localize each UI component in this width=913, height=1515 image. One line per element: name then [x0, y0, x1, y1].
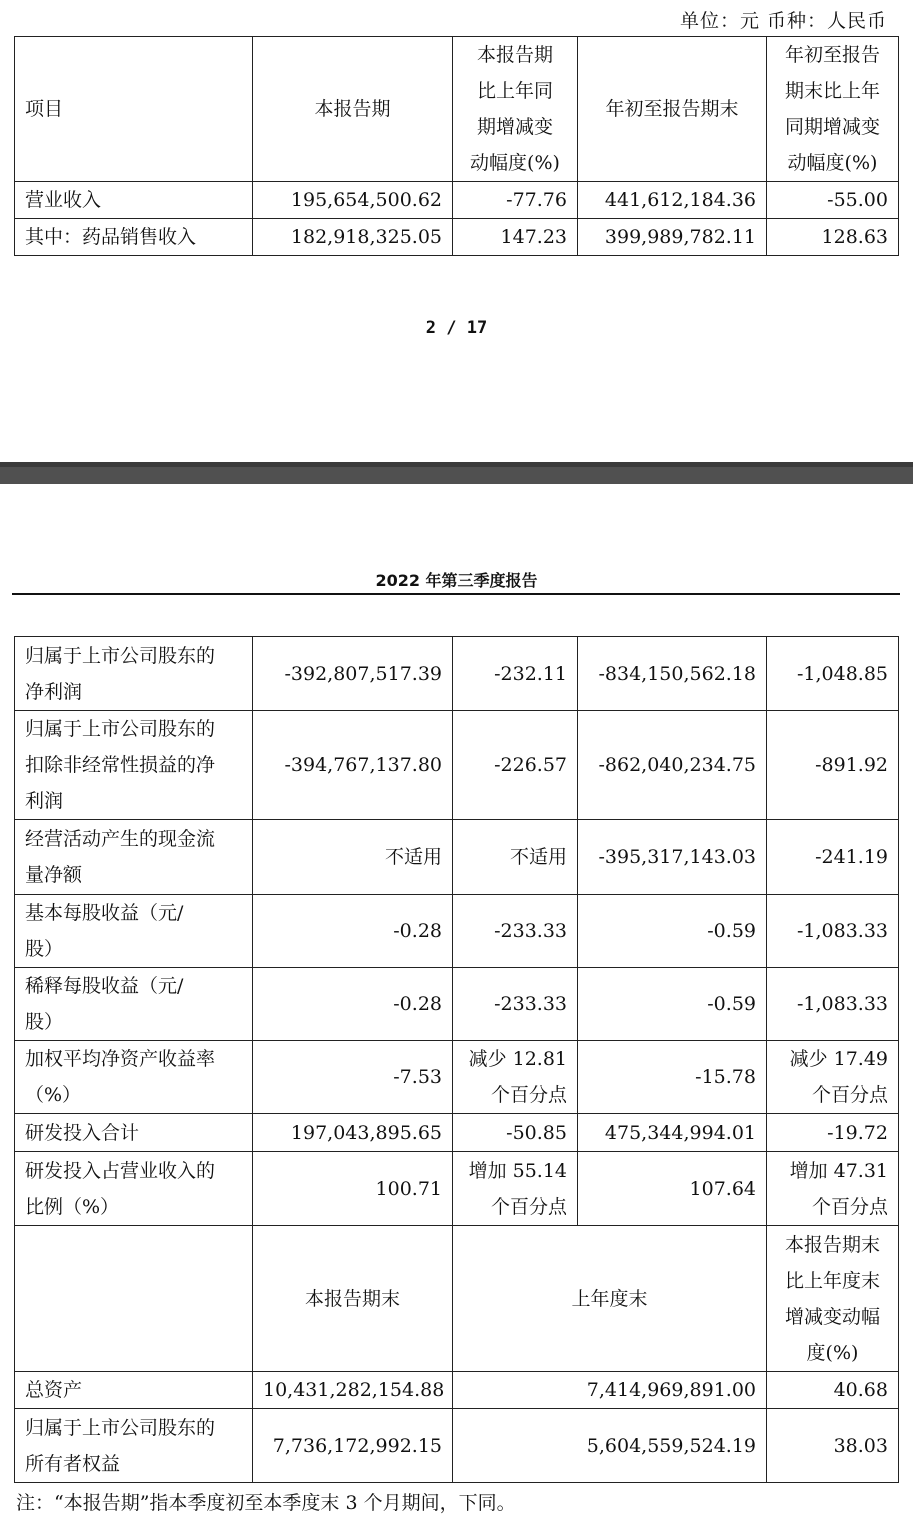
row-ytd-change: -55.00 — [767, 182, 899, 219]
row-period-end: 10,431,282,154.88 — [253, 1372, 453, 1409]
row-current: -0.28 — [253, 895, 453, 968]
row-label: 其中：药品销售收入 — [15, 219, 253, 256]
row-ytd-change — [767, 1152, 899, 1226]
revenue-table-header — [15, 37, 899, 182]
bs-header-blank — [15, 1226, 253, 1372]
row-current: -392,807,517.39 — [253, 637, 453, 711]
cell-line: 度(%) — [806, 1341, 859, 1364]
cell-line: -50.85 — [506, 1121, 567, 1144]
row-label — [15, 1152, 253, 1226]
row-current: -0.28 — [253, 968, 453, 1041]
row-label — [15, 1041, 253, 1114]
row-current-change — [453, 968, 578, 1041]
row-current-change — [453, 1152, 578, 1226]
cell-line: 动幅度(%) — [470, 152, 560, 174]
row-current-change — [453, 637, 578, 711]
row-ytd: -834,150,562.18 — [578, 637, 767, 711]
cell-line: -1,083.33 — [796, 920, 888, 942]
cell-line: 增加 55.14 — [468, 1159, 567, 1182]
cell-line: （%） — [25, 1084, 82, 1106]
cell-line: 不适用 — [509, 846, 567, 868]
header-current-change — [453, 37, 578, 182]
row-ytd-change — [767, 820, 899, 895]
row-current: 195,654,500.62 — [253, 182, 453, 219]
cell-line: 归属于上市公司股东的 — [25, 644, 216, 667]
cell-line: -19.72 — [827, 1121, 888, 1144]
row-ytd: 475,344,994.01 — [578, 1114, 767, 1152]
cell-line: 期增减变 — [476, 116, 553, 138]
row-ytd-change — [767, 637, 899, 711]
indicator-row — [15, 895, 899, 968]
cell-line: -233.33 — [494, 920, 567, 942]
row-ytd-change — [767, 711, 899, 820]
cell-line: -232.11 — [494, 662, 567, 685]
page-separator — [0, 462, 913, 484]
row-prior-year-end: 7,414,969,891.00 — [453, 1372, 767, 1409]
cell-line: 个百分点 — [811, 1195, 888, 1218]
cell-line: 本报告期末 — [784, 1233, 880, 1256]
row-current-change — [453, 1041, 578, 1114]
bs-header-change — [767, 1226, 899, 1372]
page-separator-shadow — [0, 462, 913, 467]
cell-line: 年初至报告 — [784, 44, 880, 66]
row-current-change: -77.76 — [453, 182, 578, 219]
cell-line: 动幅度(%) — [787, 152, 878, 174]
indicator-row — [15, 711, 899, 820]
header-item: 项目 — [15, 37, 253, 182]
indicator-row — [15, 968, 899, 1041]
cell-line: 比上年同 — [476, 80, 553, 102]
row-ytd: -15.78 — [578, 1041, 767, 1114]
row-prior-year-end: 5,604,559,524.19 — [453, 1409, 767, 1483]
cell-line: -1,048.85 — [796, 662, 888, 685]
cell-line: 量净额 — [25, 864, 83, 886]
row-label — [15, 711, 253, 820]
row-change: 38.03 — [767, 1409, 899, 1483]
cell-line: 加权平均净资产收益率 — [25, 1048, 216, 1070]
cell-line: -226.57 — [494, 754, 567, 776]
revenue-row — [15, 182, 899, 219]
row-current: 197,043,895.65 — [253, 1114, 453, 1152]
cell-line: 净利润 — [25, 680, 83, 703]
row-ytd: -862,040,234.75 — [578, 711, 767, 820]
cell-line: 总资产 — [25, 1379, 83, 1401]
cell-line: 所有者权益 — [25, 1452, 121, 1475]
row-current: -394,767,137.80 — [253, 711, 453, 820]
row-label — [15, 1372, 253, 1409]
row-ytd: -395,317,143.03 — [578, 820, 767, 895]
row-ytd: 107.64 — [578, 1152, 767, 1226]
cell-line: 经营活动产生的现金流 — [25, 828, 216, 850]
cell-line: -891.92 — [815, 754, 888, 776]
cell-line: -1,083.33 — [796, 993, 888, 1015]
row-label — [15, 1409, 253, 1483]
cell-line: 研发投入占营业收入的 — [25, 1159, 216, 1182]
row-ytd: -0.59 — [578, 968, 767, 1041]
unit-currency-line: 单位：元 币种：人民币 — [679, 10, 887, 32]
cell-line: 本报告期 — [476, 44, 553, 66]
row-current-change — [453, 711, 578, 820]
cell-line: -241.19 — [815, 846, 888, 868]
row-label — [15, 637, 253, 711]
row-ytd-change: 128.63 — [767, 219, 899, 256]
cell-line: 个百分点 — [811, 1084, 888, 1106]
cell-line: 研发投入合计 — [25, 1121, 140, 1144]
row-label: 营业收入 — [15, 182, 253, 219]
row-ytd-change — [767, 895, 899, 968]
cell-line: 股） — [25, 1011, 64, 1033]
cell-line: 比上年度末 — [784, 1269, 880, 1292]
row-label — [15, 820, 253, 895]
cell-line: 归属于上市公司股东的 — [25, 1416, 216, 1439]
cell-line: 稀释每股收益（元/ — [25, 975, 184, 997]
cell-line: 增减变动幅 — [784, 1305, 880, 1328]
row-current-change — [453, 820, 578, 895]
page-number: 2 / 17 — [425, 318, 488, 338]
cell-line: 归属于上市公司股东的 — [25, 718, 216, 740]
revenue-table — [14, 36, 899, 256]
row-period-end: 7,736,172,992.15 — [253, 1409, 453, 1483]
row-change: 40.68 — [767, 1372, 899, 1409]
cell-line: 个百分点 — [490, 1195, 567, 1218]
balance-row — [15, 1372, 899, 1409]
row-ytd: 441,612,184.36 — [578, 182, 767, 219]
row-current: 不适用 — [253, 820, 453, 895]
row-current: 182,918,325.05 — [253, 219, 453, 256]
row-label — [15, 968, 253, 1041]
indicator-row — [15, 637, 899, 711]
bs-header-prior-year-end: 上年度末 — [453, 1226, 767, 1372]
balance-row — [15, 1409, 899, 1483]
cell-line: 扣除非经常性损益的净 — [25, 754, 216, 776]
row-ytd-change — [767, 1114, 899, 1152]
balance-sheet-header — [15, 1226, 899, 1372]
cell-line: 减少 17.49 — [789, 1048, 888, 1070]
financial-indicators-table — [14, 636, 899, 1483]
footnote: 注：“本报告期”指本季度初至本季度末 3 个月期间，下同。 — [16, 1492, 516, 1514]
row-current: 100.71 — [253, 1152, 453, 1226]
row-current-change — [453, 895, 578, 968]
cell-line: 同期增减变 — [784, 116, 880, 138]
cell-line: 比例（%） — [25, 1195, 120, 1218]
cell-line: 期末比上年 — [784, 80, 880, 102]
cell-line: 股） — [25, 938, 64, 960]
indicator-row — [15, 820, 899, 895]
row-ytd: 399,989,782.11 — [578, 219, 767, 256]
bs-header-period-end: 本报告期末 — [253, 1226, 453, 1372]
header-ytd: 年初至报告期末 — [578, 37, 767, 182]
row-current-change: 147.23 — [453, 219, 578, 256]
indicator-row — [15, 1114, 899, 1152]
indicator-row — [15, 1152, 899, 1226]
header-current: 本报告期 — [253, 37, 453, 182]
row-current-change — [453, 1114, 578, 1152]
cell-line: 利润 — [25, 790, 64, 812]
revenue-row — [15, 219, 899, 256]
indicator-row — [15, 1041, 899, 1114]
cell-line: 个百分点 — [490, 1084, 567, 1106]
row-ytd-change — [767, 1041, 899, 1114]
row-label — [15, 895, 253, 968]
row-label — [15, 1114, 253, 1152]
title-rule — [12, 593, 900, 595]
cell-line: 减少 12.81 — [468, 1048, 567, 1070]
cell-line: 增加 47.31 — [789, 1159, 888, 1182]
row-current: -7.53 — [253, 1041, 453, 1114]
cell-line: -233.33 — [494, 993, 567, 1015]
row-ytd: -0.59 — [578, 895, 767, 968]
row-ytd-change — [767, 968, 899, 1041]
cell-line: 基本每股收益（元/ — [25, 902, 184, 924]
header-ytd-change — [767, 37, 899, 182]
report-title: 2022 年第三季度报告 — [375, 571, 538, 590]
